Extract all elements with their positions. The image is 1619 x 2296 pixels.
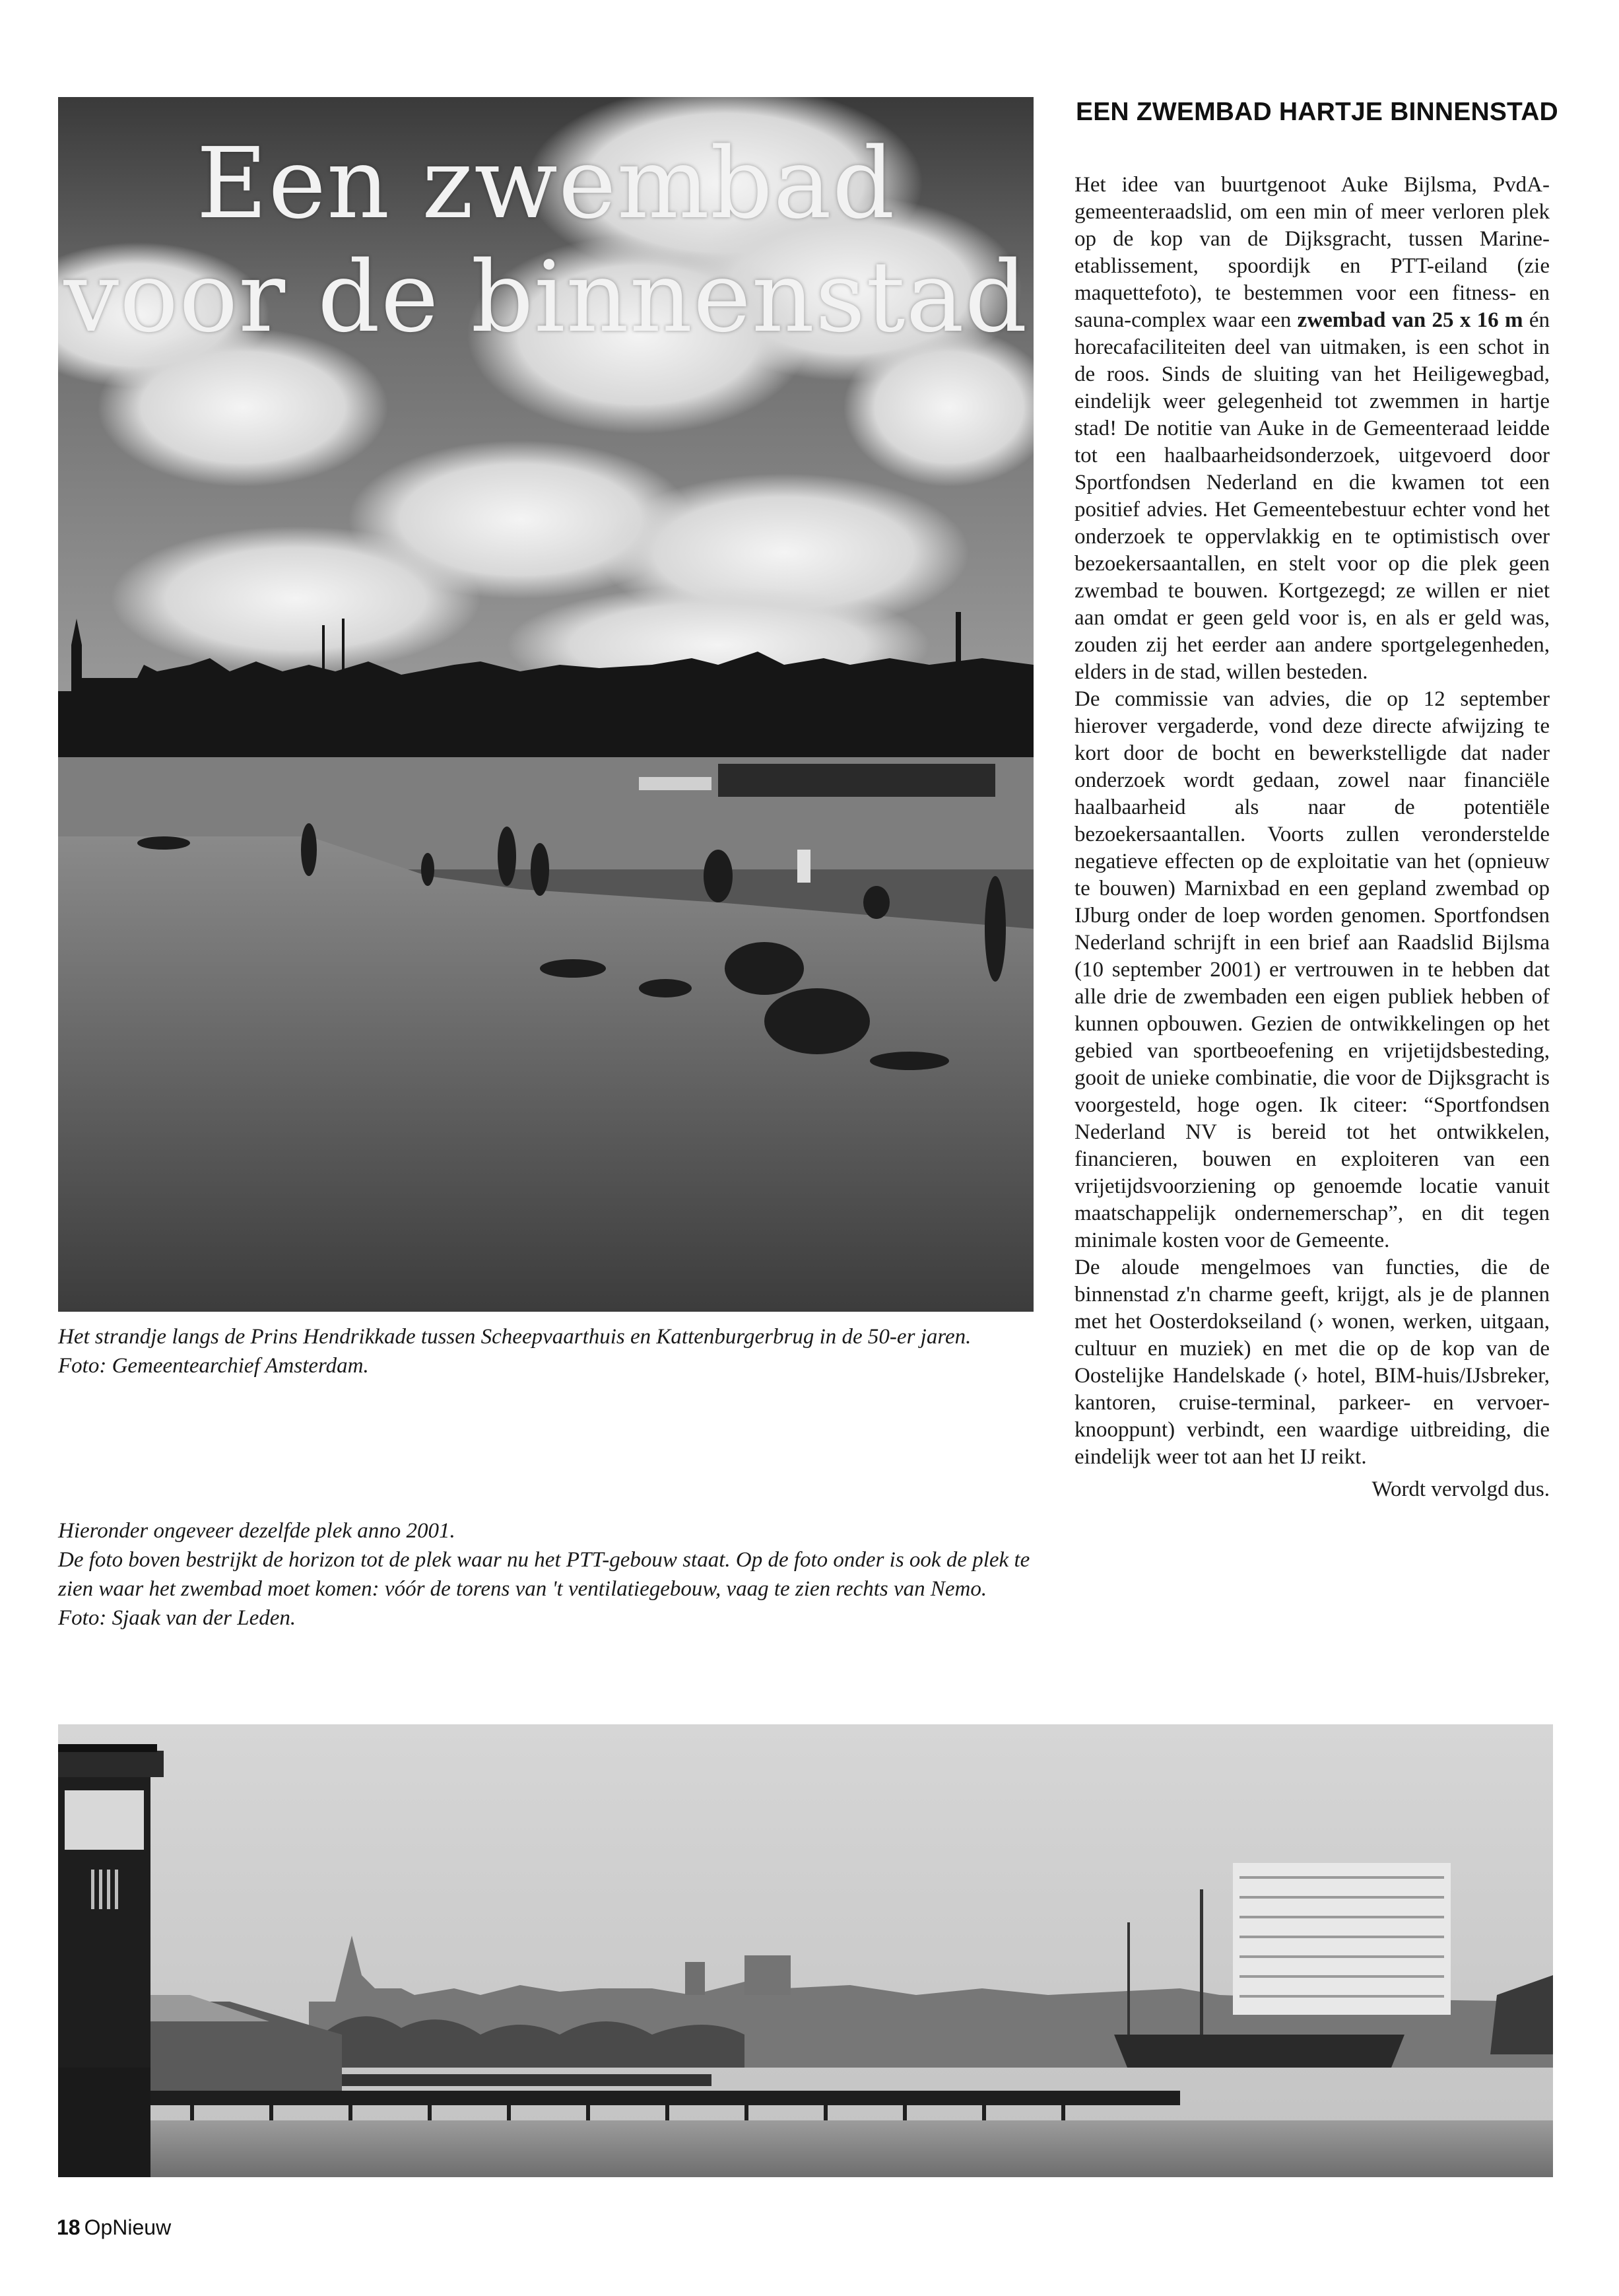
caption-top-line-1: Het strandje langs de Prins Hendrikkade tussen Scheepvaarthuis en Kattenburgerbrug in de 50-er jaren. [58, 1325, 972, 1349]
article-paragraph-1 [1074, 172, 1550, 686]
caption-top-credit: Foto: Gemeentearchief Amsterdam. [58, 1354, 369, 1378]
bottom-photo-caption [58, 1516, 1061, 1633]
paragraph-1-end: én horecafaciliteiten deel van uitmaken, is een schot in de roos. Sinds de sluiting van het Heiligewegbad, eindelijk weer gelegenheid tot zwemmen in hartje stad! De notitie van Auke in de Gemeenteraad leidde tot een haalbaarheidsonderzoek, uitgevoerd door Sportfondsen Nederland en die kwamen tot een positief advies. Het Gemeentebestuur echter vond het onderzoek te oppervlakkig en te optimistisch over bezoekersaantallen, en stelt voor op die plek geen zwembad te bouwen. Kortgezegd; ze willen er niet aan omdat er geen geld voor is, en als er geld was, zouden zij het eerder aan andere sportgelegenheden, elders in de stad, willen besteden. [1074, 308, 1550, 684]
photo-title-line-1: Een zwembad [196, 127, 896, 240]
pool-size-highlight: zwembad van 25 x 16 m [1297, 308, 1523, 332]
bottom-photo [58, 1724, 1553, 2177]
article-paragraph-3: De aloude mengelmoes van functies, die de binnenstad z'n charme geeft, krijgt, als je de plannen met het Oosterdokseiland (› wonen, werken, uitgaan, cultuur en muziek) en met die op de kop van de Oostelijke Handelskade (› hotel, BIM-huis/IJsbreker, kantoren, cruise-terminal, parkeer- en vervoer-knooppunt) verbindt, een waardige uitbreiding, die eindelijk weer tot aan het IJ reikt. [1074, 1256, 1550, 1469]
top-photo-caption [58, 1322, 1034, 1380]
photo-title-line-2: voor de binnenstad [63, 240, 1028, 354]
caption-mid-line-2: De foto boven bestrijkt de horizon tot de plek waar nu het PTT-gebouw staat. Op de foto onder is ook de plek te zien waar het zwembad moet komen: vóór de torens van 't ventilatiegebouw, vaag te zien rechts van Nemo. [58, 1548, 1030, 1601]
article-heading: EEN ZWEMBAD HARTJE BINNENSTAD [1076, 98, 1558, 126]
article-column [1074, 98, 1558, 1503]
photo-title [58, 127, 1034, 354]
page-number: 18 [57, 2215, 81, 2239]
top-photo [58, 97, 1034, 1312]
page-folio [57, 2215, 171, 2240]
harbour-photo-image [58, 1724, 1553, 2177]
magazine-name: OpNieuw [84, 2215, 172, 2239]
caption-mid-line-1: Hieronder ongeveer dezelfde plek anno 2001. [58, 1519, 455, 1543]
paragraph-1-start: Het idee van buurtgenoot Auke Bijlsma, PvdA-gemeenteraadslid, om een min of meer verloren plek op de kop van de Dijksgracht, tussen Marine-etablissement, spoordijk en PTT-eiland (zie maquettefoto), te bestemmen voor een fitness- en sauna-complex waar een [1074, 173, 1550, 332]
article-signoff: Wordt vervolgd dus. [1371, 1477, 1550, 1501]
article-paragraph-2: De commissie van advies, die op 12 september hierover vergaderde, vond deze directe afwijzing te kort door de bocht en bewerkstelligde dat nader onderzoek wordt gedaan, zowel naar financiële haalbaarheid als naar de potentiële bezoekersaantallen. Voorts zullen veronderstelde negatieve effecten op de exploitatie van het (opnieuw te bouwen) Marnixbad en een gepland zwembad op IJburg onder de loep worden genomen. Sportfondsen Nederland schrijft in een brief aan Raadslid Bijlsma (10 september 2001) er vertrouwen in te hebben dat alle drie de zwembaden een eigen publiek hebben of kunnen opbouwen. Gezien de ontwikkelingen op het gebied van sportbeoefening en vrijetijdsbesteding, gooit de unieke combinatie, die voor de Dijksgracht is voorgesteld, hoge ogen. Ik citeer: “Sportfondsen Nederland NV is bereid tot het ontwikkelen, financieren, bouwen en exploiteren van een vrijetijdsvoorziening op genoemde locatie vanuit maatschappelijk ondernemerschap”, en dit tegen minimale kosten voor de Gemeente. [1074, 687, 1550, 1252]
caption-mid-credit: Foto: Sjaak van der Leden. [58, 1606, 296, 1630]
